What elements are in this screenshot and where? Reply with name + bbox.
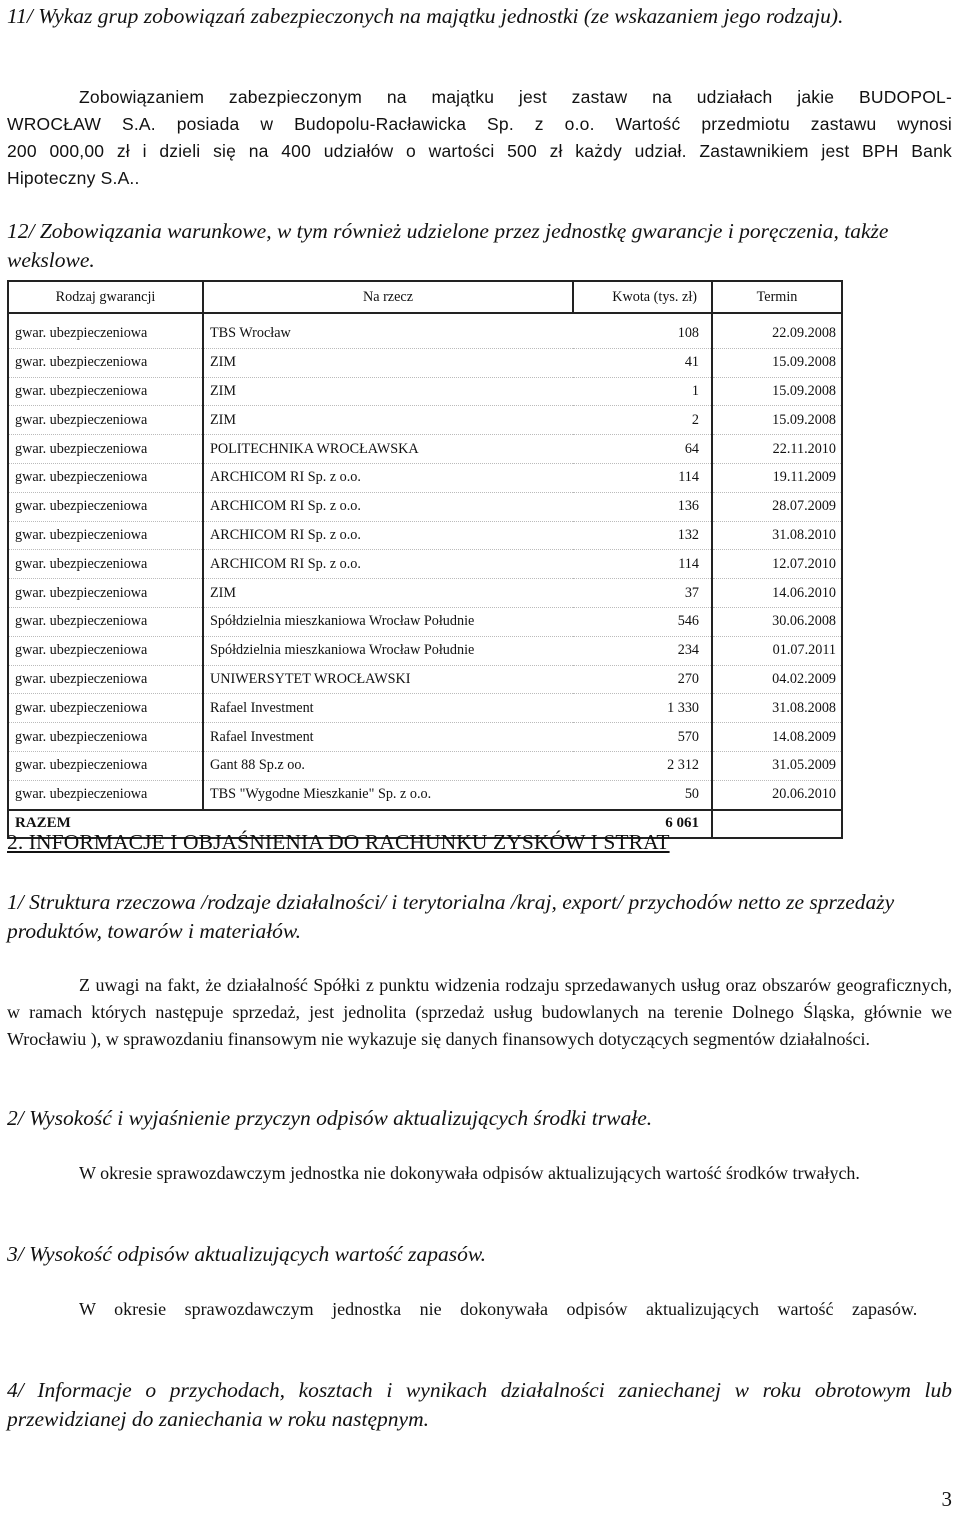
- cell-beneficiary: ARCHICOM RI Sp. z o.o.: [203, 492, 573, 521]
- cell-amount: 50: [573, 780, 712, 809]
- cell-amount: 136: [573, 492, 712, 521]
- cell-beneficiary: POLITECHNIKA WROCŁAWSKA: [203, 435, 573, 464]
- section-11-title: 11/ Wykaz grup zobowiązań zabezpieczonych na majątku jednostki (ze wskazaniem jego rodzaju).: [7, 4, 844, 28]
- page-number: 3: [941, 1487, 952, 1511]
- subsection-1-title: 1/ Struktura rzeczowa /rodzaje działalności/ i terytorialna /kraj, export/ przychodów netto ze sprzedaży produktów, towarów i materiałów.: [7, 890, 895, 943]
- cell-term: 04.02.2009: [712, 665, 842, 694]
- cell-type: gwar. ubezpieczeniowa: [8, 550, 203, 579]
- cell-amount: 64: [573, 435, 712, 464]
- table-row: [8, 348, 842, 377]
- section-12-title: 12/ Zobowiązania warunkowe, w tym również udzielone przez jednostkę gwarancje i poręczenia, także wekslowe.: [7, 219, 889, 272]
- cell-beneficiary: UNIWERSYTET WROCŁAWSKI: [203, 665, 573, 694]
- paragraph-line: 200 000,00 zł i dzieli się na 400 udziałów o wartości 500 zł każdy udział. Zastawnikiem jest BPH Bank: [7, 141, 952, 161]
- cell-amount: 132: [573, 521, 712, 550]
- cell-amount: 1: [573, 377, 712, 406]
- cell-beneficiary: ARCHICOM RI Sp. z o.o.: [203, 521, 573, 550]
- cell-term: 15.09.2008: [712, 348, 842, 377]
- cell-beneficiary: ZIM: [203, 406, 573, 435]
- cell-amount: 37: [573, 579, 712, 608]
- cell-type: gwar. ubezpieczeniowa: [8, 377, 203, 406]
- table-row: [8, 665, 842, 694]
- cell-type: gwar. ubezpieczeniowa: [8, 521, 203, 550]
- cell-amount: 234: [573, 636, 712, 665]
- column-header-term: Termin: [712, 281, 842, 313]
- subsection-2-text: W okresie sprawozdawczym jednostka nie dokonywała odpisów aktualizujących wartość środków trwałych.: [79, 1163, 860, 1183]
- cell-amount: 114: [573, 463, 712, 492]
- column-header-beneficiary: Na rzecz: [203, 281, 573, 313]
- cell-beneficiary: ARCHICOM RI Sp. z o.o.: [203, 550, 573, 579]
- cell-type: gwar. ubezpieczeniowa: [8, 694, 203, 723]
- cell-term: 14.08.2009: [712, 723, 842, 752]
- paragraph-line: Zobowiązaniem zabezpieczonym na majątku jest zastaw na udziałach jakie BUDOPOL-: [79, 87, 952, 107]
- cell-term: 22.09.2008: [712, 313, 842, 348]
- cell-type: gwar. ubezpieczeniowa: [8, 492, 203, 521]
- table-row: [8, 636, 842, 665]
- cell-amount: 114: [573, 550, 712, 579]
- cell-amount: 570: [573, 723, 712, 752]
- table-body: [8, 313, 842, 810]
- cell-amount: 2: [573, 406, 712, 435]
- subsection-2-title: 2/ Wysokość i wyjaśnienie przyczyn odpisów aktualizujących środki trwałe.: [7, 1106, 653, 1130]
- cell-term: 15.09.2008: [712, 377, 842, 406]
- cell-term: 31.08.2010: [712, 521, 842, 550]
- table-row: [8, 435, 842, 464]
- table-row: [8, 723, 842, 752]
- cell-type: gwar. ubezpieczeniowa: [8, 636, 203, 665]
- cell-beneficiary: ZIM: [203, 579, 573, 608]
- total-term-empty: [712, 810, 842, 838]
- section-2-heading: 2. INFORMACJE I OBJAŚNIENIA DO RACHUNKU ZYSKÓW I STRAT: [7, 830, 670, 854]
- total-value: 6 061: [573, 810, 712, 838]
- cell-type: gwar. ubezpieczeniowa: [8, 723, 203, 752]
- cell-term: 31.08.2008: [712, 694, 842, 723]
- cell-beneficiary: ZIM: [203, 377, 573, 406]
- cell-term: 19.11.2009: [712, 463, 842, 492]
- cell-type: gwar. ubezpieczeniowa: [8, 348, 203, 377]
- guarantees-table: [7, 280, 843, 839]
- paragraph-line: WROCŁAW S.A. posiada w Budopolu-Racławicka Sp. z o.o. Wartość przedmiotu zastawu wynosi: [7, 114, 952, 134]
- column-header-amount: Kwota (tys. zł): [573, 281, 712, 313]
- column-header-type: Rodzaj gwarancji: [8, 281, 203, 313]
- cell-term: 01.07.2011: [712, 636, 842, 665]
- cell-amount: 270: [573, 665, 712, 694]
- table-row: [8, 521, 842, 550]
- cell-beneficiary: Rafael Investment: [203, 694, 573, 723]
- cell-type: gwar. ubezpieczeniowa: [8, 406, 203, 435]
- cell-term: 30.06.2008: [712, 607, 842, 636]
- cell-beneficiary: Spółdzielnia mieszkaniowa Wrocław Południe: [203, 607, 573, 636]
- paragraph-line: Hipoteczny S.A..: [7, 168, 140, 188]
- cell-type: gwar. ubezpieczeniowa: [8, 313, 203, 348]
- cell-term: 31.05.2009: [712, 751, 842, 780]
- subsection-4-title: 4/ Informacje o przychodach, kosztach i wynikach działalności zaniechanej w roku obrotowym lub przewidzianej do zaniechania w roku następnym.: [7, 1378, 952, 1431]
- cell-beneficiary: Spółdzielnia mieszkaniowa Wrocław Południe: [203, 636, 573, 665]
- total-label: RAZEM: [8, 810, 203, 838]
- cell-term: 20.06.2010: [712, 780, 842, 809]
- table-row: [8, 579, 842, 608]
- table-header-row: [8, 281, 842, 313]
- table-row: [8, 694, 842, 723]
- cell-term: 22.11.2010: [712, 435, 842, 464]
- subsection-3-title: 3/ Wysokość odpisów aktualizujących wartość zapasów.: [7, 1242, 486, 1266]
- cell-amount: 41: [573, 348, 712, 377]
- cell-term: 15.09.2008: [712, 406, 842, 435]
- cell-type: gwar. ubezpieczeniowa: [8, 579, 203, 608]
- cell-beneficiary: Gant 88 Sp.z oo.: [203, 751, 573, 780]
- table-row: [8, 463, 842, 492]
- table-row: [8, 780, 842, 809]
- cell-beneficiary: TBS Wrocław: [203, 313, 573, 348]
- table-row: [8, 492, 842, 521]
- table-row: [8, 607, 842, 636]
- cell-type: gwar. ubezpieczeniowa: [8, 435, 203, 464]
- cell-amount: 2 312: [573, 751, 712, 780]
- cell-beneficiary: ARCHICOM RI Sp. z o.o.: [203, 463, 573, 492]
- cell-type: gwar. ubezpieczeniowa: [8, 780, 203, 809]
- table-row: [8, 313, 842, 348]
- cell-term: 28.07.2009: [712, 492, 842, 521]
- table-row: [8, 377, 842, 406]
- table-row: [8, 751, 842, 780]
- cell-type: gwar. ubezpieczeniowa: [8, 607, 203, 636]
- subsection-3-text: W okresie sprawozdawczym jednostka nie dokonywała odpisów aktualizujących wartość zapasów.: [79, 1299, 918, 1319]
- cell-type: gwar. ubezpieczeniowa: [8, 463, 203, 492]
- cell-beneficiary: Rafael Investment: [203, 723, 573, 752]
- cell-term: 12.07.2010: [712, 550, 842, 579]
- cell-term: 14.06.2010: [712, 579, 842, 608]
- subsection-1-text: Z uwagi na fakt, że działalność Spółki z punktu widzenia rodzaju sprzedawanych usług oraz obszarów geograficznych, w ramach których następuje sprzedaż, jest jednolita (sprzedaż usług budowlanych na terenie Dolnego Śląska, głównie we Wrocławiu ), w sprawozdaniu finansowym nie wykazuje się danych finansowych dotyczących segmentów działalności.: [7, 975, 952, 1049]
- cell-amount: 1 330: [573, 694, 712, 723]
- cell-beneficiary: TBS "Wygodne Mieszkanie" Sp. z o.o.: [203, 780, 573, 809]
- cell-type: gwar. ubezpieczeniowa: [8, 751, 203, 780]
- cell-amount: 108: [573, 313, 712, 348]
- cell-beneficiary: ZIM: [203, 348, 573, 377]
- section-11-paragraph: [7, 84, 952, 192]
- table-row: [8, 406, 842, 435]
- table-row: [8, 550, 842, 579]
- cell-amount: 546: [573, 607, 712, 636]
- cell-type: gwar. ubezpieczeniowa: [8, 665, 203, 694]
